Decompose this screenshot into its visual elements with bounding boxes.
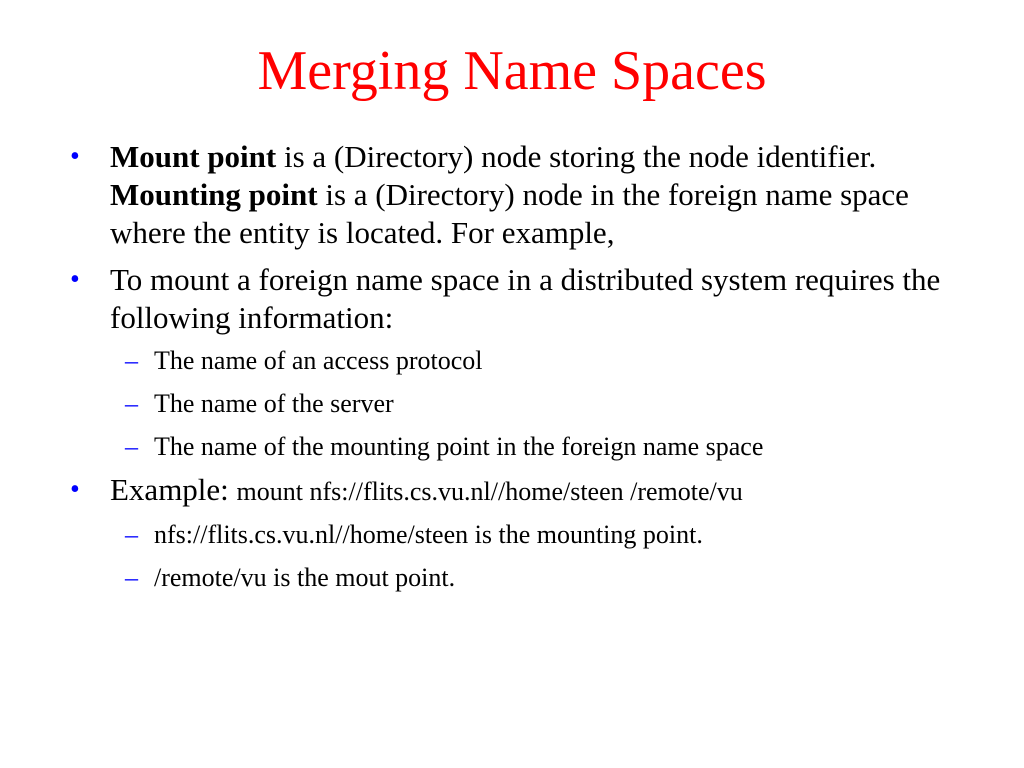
- dash-icon: –: [125, 346, 138, 375]
- sub-bullet-text: /remote/vu is the mout point.: [154, 563, 456, 592]
- example-command: mount nfs://flits.cs.vu.nl//home/steen /remote/vu: [236, 477, 743, 506]
- dash-icon: –: [125, 389, 138, 418]
- slide-content: [70, 138, 970, 606]
- dash-icon: –: [125, 432, 138, 461]
- sub-bullet-text: The name of the mounting point in the foreign name space: [154, 432, 764, 461]
- bullet-example: [70, 471, 970, 511]
- bullet-mount-point: [70, 138, 970, 252]
- mount-point-definition: is a (Directory) node storing the node identifier.: [276, 139, 877, 174]
- sub-bullet-access-protocol: [70, 346, 970, 376]
- sub-bullet-example-mounting: [70, 520, 970, 550]
- sub-bullet-text: The name of an access protocol: [154, 346, 483, 375]
- bullet-text: To mount a foreign name space in a distributed system requires the following information:: [110, 262, 941, 335]
- bullet-icon: •: [70, 141, 80, 172]
- sub-bullet-example-mount: [70, 563, 970, 593]
- bullet-icon: •: [70, 474, 80, 505]
- mount-point-term: Mount point: [110, 139, 277, 174]
- mounting-point-term: Mounting point: [110, 177, 318, 212]
- mounting-point-definition: is a (Directory) node in the foreign name space where the entity is located. For example,: [110, 177, 909, 250]
- dash-icon: –: [125, 563, 138, 592]
- dash-icon: –: [125, 520, 138, 549]
- sub-bullet-mounting-point: [70, 432, 970, 462]
- example-label: Example:: [110, 472, 237, 507]
- sub-bullet-server: [70, 389, 970, 419]
- bullet-icon: •: [70, 264, 80, 295]
- sub-bullet-text: nfs://flits.cs.vu.nl//home/steen is the mounting point.: [154, 520, 703, 549]
- bullet-mount-requirements: [70, 261, 970, 337]
- sub-bullet-text: The name of the server: [154, 389, 394, 418]
- slide-title: Merging Name Spaces: [257, 40, 767, 102]
